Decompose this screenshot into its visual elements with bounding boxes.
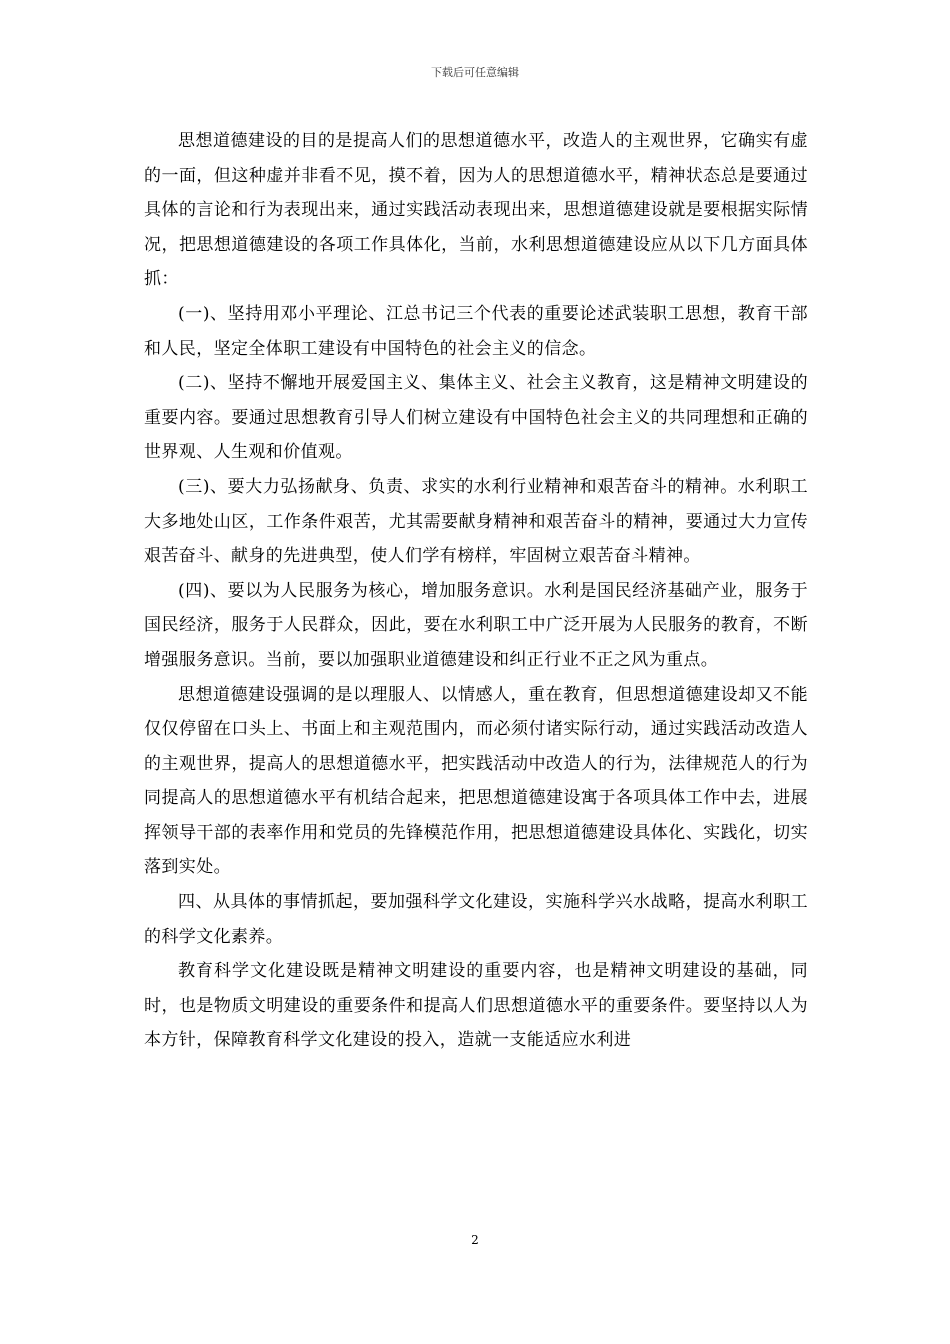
paragraph-3: (二)、坚持不懈地开展爱国主义、集体主义、社会主义教育，这是精神文明建设的重要内容。要通过思想教育引导人们树立建设有中国特色社会主义的共同理想和正确的世界观、人生观和价值观。 xyxy=(144,373,808,463)
paragraph-1: 思想道德建设的目的是提高人们的思想道德水平，改造人的主观世界，它确实有虚的一面，但这种虚并非看不见，摸不着，因为人的思想道德水平，精神状态总是要通过具体的言论和行为表现出来，通过实践活动表现出来，思想道德建设就是要根据实际情况，把思想道德建设的各项工作具体化，当前，水利思想道德建设应从以下几方面具体抓： xyxy=(144,131,808,290)
paragraph-5: (四)、要以为人民服务为核心，增加服务意识。水利是国民经济基础产业，服务于国民经济，服务于人民群众，因此，要在水利职工中广泛开展为人民服务的教育，不断增强服务意识。当前，要以加强职业道德建设和纠正行业不正之风为重点。 xyxy=(144,580,808,670)
paragraph-4: (三)、要大力弘扬献身、负责、求实的水利行业精神和艰苦奋斗的精神。水利职工大多地处山区，工作条件艰苦，尤其需要献身精神和艰苦奋斗的精神，要通过大力宣传艰苦奋斗、献身的先进典型，使人们学有榜样，牢固树立艰苦奋斗精神。 xyxy=(144,476,808,567)
paragraph-8: 教育科学文化建设既是精神文明建设的重要内容，也是精神文明建设的基础，同时，也是物质文明建设的重要条件和提高人们思想道德水平的重要条件。要坚持以人为本方针，保障教育科学文化建设的投入，造就一支能适应水利进 xyxy=(144,961,808,1051)
paragraph-2: (一)、坚持用邓小平理论、江总书记三个代表的重要论述武装职工思想，教育干部和人民，坚定全体职工建设有中国特色的社会主义的信念。 xyxy=(144,303,808,359)
paragraph-6: 思想道德建设强调的是以理服人、以情感人，重在教育，但思想道德建设却又不能仅仅停留在口头上、书面上和主观范围内，而必须付诸实际行动，通过实践活动改造人的主观世界，提高人的思想道德水平，把实践活动中改造人的行为，法律规范人的行为同提高人的思想道德水平有机结合起来，把思想道德建设寓于各项具体工作中去，进展挥领导干部的表率作用和党员的先锋模范作用，把思想道德建设具体化、实践化，切实落到实处。 xyxy=(144,684,808,878)
paragraph-7: 四、从具体的事情抓起，要加强科学文化建设，实施科学兴水战略，提高水利职工的科学文化素养。 xyxy=(144,892,808,947)
page-number: 2 xyxy=(471,1233,479,1247)
document-body xyxy=(144,124,808,1058)
page-header: 下载后可任意编辑 xyxy=(431,66,519,79)
